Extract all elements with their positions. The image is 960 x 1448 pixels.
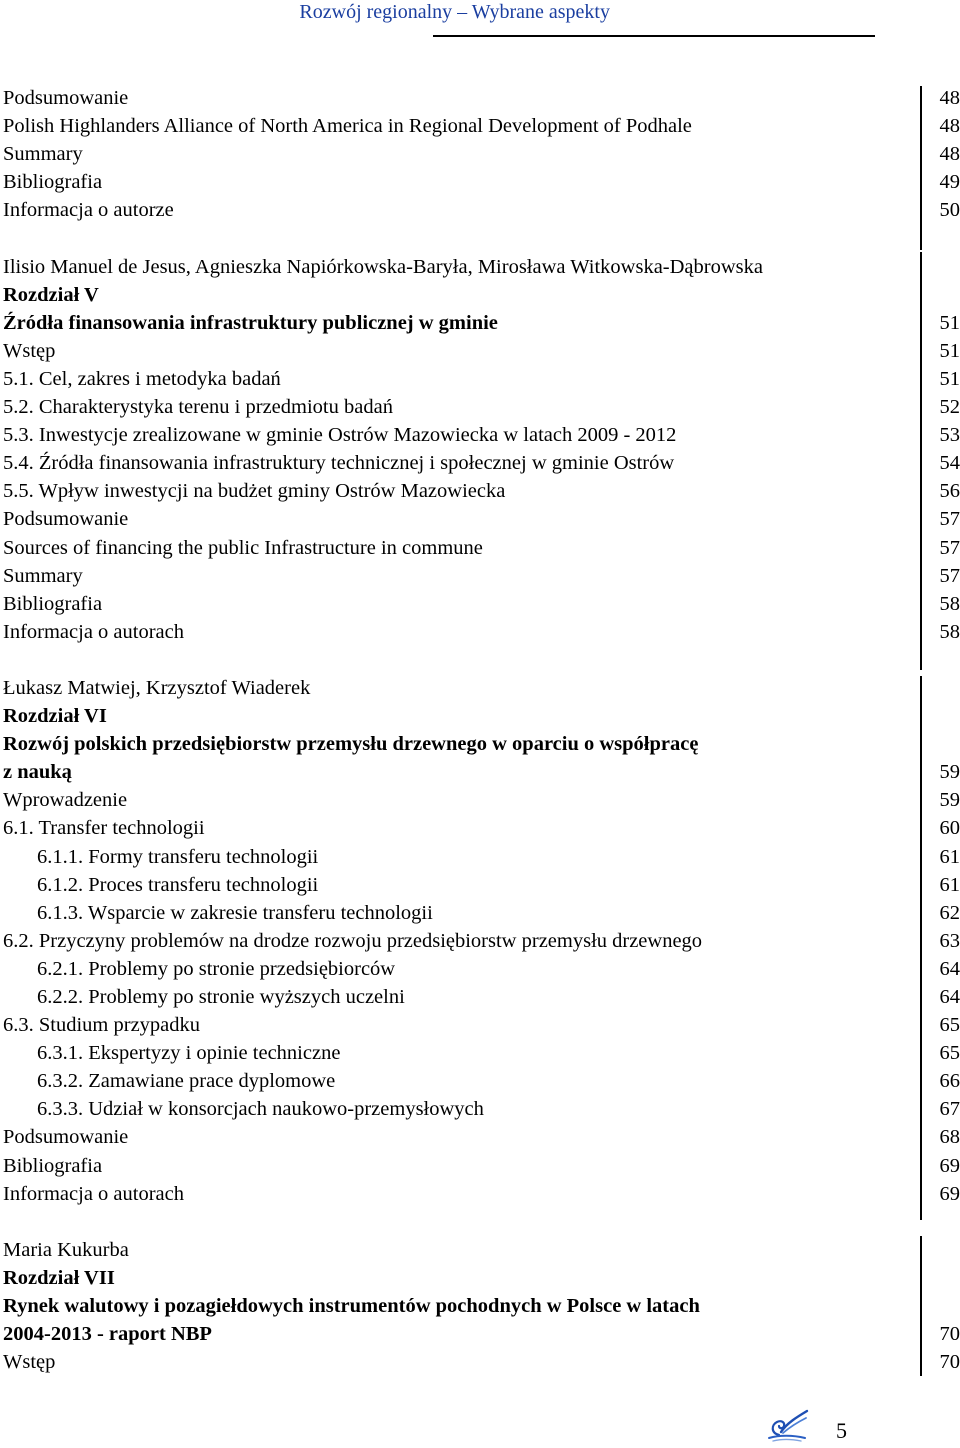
toc-entry-title: 5.1. Cel, zakres i metodyka badań (3, 367, 281, 390)
toc-entry-title: 6.1.2. Proces transferu technologii (37, 873, 319, 896)
toc-entry-page: 61 (939, 845, 960, 868)
chapter-authors-text: Łukasz Matwiej, Krzysztof Wiaderek (3, 676, 311, 699)
toc-entry-page: 69 (939, 1154, 960, 1177)
toc-entry-page: 58 (939, 592, 960, 615)
toc-entry-page: 64 (939, 986, 960, 1008)
toc-entry-page: 57 (939, 564, 960, 587)
toc-entry[interactable] (0, 505, 960, 533)
toc-entry[interactable] (0, 1348, 960, 1376)
toc-entry-page: 54 (939, 452, 960, 475)
toc-entry-title: Informacja o autorach (3, 620, 184, 643)
chapter-title[interactable] (0, 1292, 960, 1320)
toc-entry-page: 67 (939, 1098, 960, 1121)
chapter-title-text: 2004-2013 - raport NBP (3, 1323, 212, 1346)
chapter-title-text: z nauką (3, 761, 72, 784)
toc-entry-page: 48 (939, 87, 960, 109)
toc-entry-page: 50 (939, 199, 960, 222)
toc-entry-page: 64 (939, 957, 960, 980)
chapter-authors-text: Maria Kukurba (3, 1238, 129, 1261)
toc-entry[interactable] (0, 112, 960, 140)
toc-entry-page: 65 (939, 1042, 960, 1065)
toc-entry-page: 48 (939, 143, 960, 166)
chapter-number-text: Rozdział VII (3, 1266, 115, 1289)
toc-entry[interactable] (0, 1123, 960, 1151)
toc-entry[interactable] (0, 814, 960, 842)
toc-entry[interactable] (0, 365, 960, 393)
toc-subentry[interactable] (0, 899, 960, 927)
chapter-title[interactable] (0, 309, 960, 337)
toc-entry[interactable] (0, 1011, 960, 1039)
toc-entry-page: 51 (939, 339, 960, 362)
toc-entry[interactable] (0, 140, 960, 168)
chapter-title-page: 59 (939, 761, 960, 784)
toc-entry[interactable] (0, 1180, 960, 1208)
toc-entry-title: 6.2.1. Problemy po stronie przedsiębiorców (37, 957, 396, 980)
toc-entry[interactable] (0, 337, 960, 365)
toc-entry[interactable] (0, 84, 960, 112)
section-gap (0, 224, 960, 252)
toc-entry-title: 6.3.1. Ekspertyzy i opinie techniczne (37, 1042, 341, 1065)
chapter-title-continued[interactable] (0, 1320, 960, 1348)
chapter-title-page: 51 (939, 311, 960, 334)
toc-entry-title: 5.5. Wpływ inwestycji na budżet gminy Ostrów Mazowiecka (3, 480, 506, 503)
toc-entry-page: 62 (939, 901, 960, 924)
toc-entry[interactable] (0, 562, 960, 590)
toc-entry-page: 56 (939, 480, 960, 503)
chapter-title-continued[interactable] (0, 758, 960, 786)
chapter-title-text: Rozwój polskich przedsiębiorstw przemysłu drzewnego w oparciu o współpracę (3, 733, 699, 756)
chapter-number (0, 1264, 960, 1292)
running-header (0, 0, 960, 38)
toc-entry-title: Informacja o autorach (3, 1182, 184, 1205)
chapter-title-text: Rynek walutowy i pozagiełdowych instrumentów pochodnych w Polsce w latach (3, 1295, 700, 1318)
chapter-authors (0, 674, 960, 702)
toc-entry-page: 65 (939, 1014, 960, 1037)
toc-entry-page: 68 (939, 1126, 960, 1149)
toc-entry-page: 66 (939, 1070, 960, 1093)
toc-subentry[interactable] (0, 1039, 960, 1067)
chapter-number (0, 281, 960, 309)
toc-entry[interactable] (0, 477, 960, 505)
toc-entry-page: 58 (939, 620, 960, 643)
header-rule (433, 35, 875, 37)
toc-entry-title: Informacja o autorze (3, 199, 174, 222)
toc-entry-page: 51 (939, 367, 960, 390)
toc-entry-page: 70 (939, 1351, 960, 1374)
toc-entry[interactable] (0, 168, 960, 196)
toc-entry-title: 5.4. Źródła finansowania infrastruktury technicznej i społecznej w gminie Ostrów (3, 452, 675, 475)
toc-entry-page: 53 (939, 424, 960, 447)
toc-entry-title: Wstęp (3, 1351, 56, 1374)
toc-entry[interactable] (0, 196, 960, 224)
chapter-title-text: Źródła finansowania infrastruktury publicznej w gminie (3, 311, 498, 334)
chapter-title-page: 70 (939, 1323, 960, 1346)
toc-subentry[interactable] (0, 983, 960, 1011)
toc-entry-page: 59 (939, 789, 960, 812)
toc-entry[interactable] (0, 534, 960, 562)
toc-subentry[interactable] (0, 1067, 960, 1095)
chapter-authors (0, 1236, 960, 1264)
section-gap (0, 646, 960, 674)
toc-entry-title: Wstęp (3, 339, 56, 362)
toc-entry-title: Sources of financing the public Infrastructure in commune (3, 536, 483, 559)
toc-entry-title: Bibliografia (3, 1154, 103, 1177)
toc-entry-title: 6.3. Studium przypadku (3, 1014, 201, 1037)
toc-entry[interactable] (0, 618, 960, 646)
chapter-number-text: Rozdział VI (3, 705, 107, 728)
toc-entry-title: Summary (3, 143, 83, 166)
toc-entry-page: 57 (939, 536, 960, 559)
toc-entry-title: Podsumowanie (3, 1126, 129, 1149)
table-of-contents (0, 84, 960, 1376)
toc-entry-title: 6.2.2. Problemy po stronie wyższych uczelni (37, 986, 405, 1008)
toc-entry-title: Wprowadzenie (3, 789, 128, 812)
toc-entry-title: 5.2. Charakterystyka terenu i przedmiotu badań (3, 396, 393, 419)
chapter-title[interactable] (0, 730, 960, 758)
toc-entry-title: 6.3.2. Zamawiane prace dyplomowe (37, 1070, 336, 1093)
toc-entry[interactable] (0, 449, 960, 477)
toc-entry-title: Podsumowanie (3, 87, 129, 109)
toc-entry-title: Bibliografia (3, 171, 103, 194)
toc-entry-title: 6.1.1. Formy transferu technologii (37, 845, 319, 868)
section-gap (0, 1208, 960, 1236)
toc-entry-page: 69 (939, 1182, 960, 1205)
toc-entry[interactable] (0, 421, 960, 449)
chapter-number-text: Rozdział V (3, 283, 99, 306)
toc-entry[interactable] (0, 927, 960, 955)
toc-entry-title: Polish Highlanders Alliance of North America in Regional Development of Podhale (3, 115, 692, 138)
toc-entry[interactable] (0, 786, 960, 814)
toc-entry-title: 6.1.3. Wsparcie w zakresie transferu technologii (37, 901, 433, 924)
toc-entry-page: 57 (939, 508, 960, 531)
toc-subentry[interactable] (0, 871, 960, 899)
page-number: 5 (836, 1418, 847, 1443)
toc-entry[interactable] (0, 1152, 960, 1180)
toc-entry-page: 63 (939, 929, 960, 952)
toc-entry-page: 49 (939, 171, 960, 194)
toc-entry-page: 60 (939, 817, 960, 840)
toc-entry-title: 6.3.3. Udział w konsorcjach naukowo-przemysłowych (37, 1098, 484, 1121)
toc-subentry[interactable] (0, 955, 960, 983)
toc-entry-title: Summary (3, 564, 83, 587)
toc-entry-page: 48 (939, 115, 960, 138)
toc-entry-title: Bibliografia (3, 592, 103, 615)
toc-entry-page: 61 (939, 873, 960, 896)
toc-entry-page: 52 (939, 396, 960, 419)
toc-entry-title: 6.2. Przyczyny problemów na drodze rozwoju przedsiębiorstw przemysłu drzewnego (3, 929, 703, 952)
chapter-number (0, 702, 960, 730)
toc-entry[interactable] (0, 393, 960, 421)
swan-logo-icon (765, 1405, 809, 1443)
toc-entry[interactable] (0, 590, 960, 618)
running-header-title: Rozwój regionalny – Wybrane aspekty (299, 1, 610, 23)
toc-entry-title: 5.3. Inwestycje zrealizowane w gminie Ostrów Mazowiecka w latach 2009 - 2012 (3, 424, 677, 447)
toc-entry-title: 6.1. Transfer technologii (3, 817, 205, 840)
chapter-authors-text: Ilisio Manuel de Jesus, Agnieszka Napiórkowska-Baryła, Mirosława Witkowska-Dąbrowska (3, 255, 763, 278)
toc-subentry[interactable] (0, 843, 960, 871)
toc-subentry[interactable] (0, 1095, 960, 1123)
toc-entry-title: Podsumowanie (3, 508, 129, 531)
chapter-authors (0, 253, 960, 281)
